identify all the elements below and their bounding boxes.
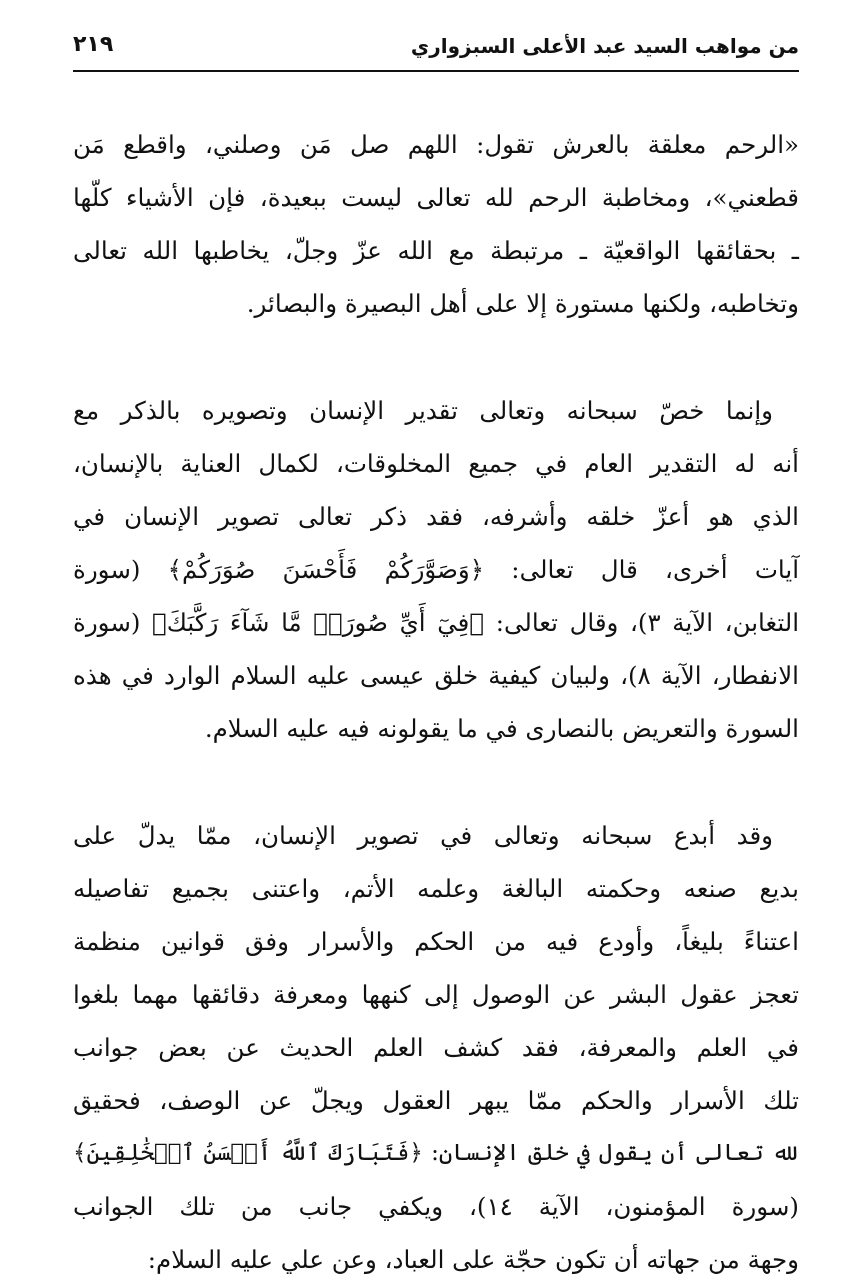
page-number: ٢١٩ bbox=[73, 32, 114, 57]
text-line: آيات أخرى، قال تعالى: ﴿وَصَوَّرَكُمْ فَأَحْسَنَ صُوَرَكُمْ﴾ (سورة bbox=[73, 555, 799, 584]
text-line: السورة والتعريض بالنصارى في ما يقولونه فيه عليه السلام. bbox=[204, 714, 799, 743]
text-line: وجهة من جهاته أن تكون حجّة على العباد، وعن علي عليه السلام: bbox=[147, 1245, 799, 1274]
running-title: من مواهب السيد عبد الأعلى السبزواري bbox=[410, 34, 799, 58]
text-line: «الرحم معلقة بالعرش تقول: اللهم صل مَن وصلني، واقطع مَن bbox=[73, 130, 799, 159]
page-header bbox=[73, 30, 799, 72]
text-line: أنه له التقدير العام في جميع المخلوقات، لكمال العناية بالإنسان، bbox=[73, 449, 799, 478]
paragraph-2 bbox=[73, 384, 799, 755]
paragraph-1 bbox=[73, 118, 799, 330]
text-line: اعتناءً بليغاً، وأودع فيه من الحكم والأسرار وفق قوانين منظمة bbox=[73, 927, 799, 956]
text-line: وتخاطبه، ولكنها مستورة إلا على أهل البصيرة والبصائر. bbox=[246, 289, 799, 318]
text-line: لله تعالى أن يقول في خلق الإنسان: ﴿فَتَبَارَكَ ٱللَّهُ أَحۡسَنُ ٱلۡخَٰلِقِينَ﴾ bbox=[73, 1140, 799, 1166]
text-line: التغابن، الآية ٣)، وقال تعالى: ﴿فِيٓ أَيِّ صُورَةٖ مَّا شَآءَ رَكَّبَكَ﴾ (سورة bbox=[73, 608, 799, 637]
text-line: (سورة المؤمنون، الآية ١٤)، ويكفي جانب من تلك الجوانب bbox=[73, 1192, 799, 1221]
paragraph-3 bbox=[73, 809, 799, 1286]
text-line: في العلم والمعرفة، فقد كشف العلم الحديث عن بعض جوانب bbox=[73, 1033, 799, 1062]
text-line: ـ بحقائقها الواقعيّة ـ مرتبطة مع الله عزّ وجلّ، يخاطبها الله تعالى bbox=[73, 236, 799, 265]
text-line: قطعني»، ومخاطبة الرحم لله تعالى ليست ببعيدة، فإن الأشياء كلّها bbox=[73, 183, 799, 212]
text-line: وقد أبدع سبحانه وتعالى في تصوير الإنسان، ممّا يدلّ على bbox=[73, 821, 773, 850]
body-text bbox=[73, 118, 799, 1286]
text-line: تعجز عقول البشر عن الوصول إلى كنهها ومعرفة دقائقها مهما بلغوا bbox=[73, 980, 799, 1009]
text-line: تلك الأسرار والحكم ممّا يبهر العقول ويجلّ عن الوصف، فحقيق bbox=[73, 1086, 799, 1115]
text-line: بديع صنعه وحكمته البالغة وعلمه الأتم، واعتنى بجميع تفاصيله bbox=[73, 874, 799, 903]
text-line: الذي هو أعزّ خلقه وأشرفه، فقد ذكر تعالى تصوير الإنسان في bbox=[73, 502, 799, 531]
text-line: الانفطار، الآية ٨)، ولبيان كيفية خلق عيسى عليه السلام الوارد في هذه bbox=[73, 661, 799, 690]
text-line: وإنما خصّ سبحانه وتعالى تقدير الإنسان وتصويره بالذكر مع bbox=[73, 396, 773, 425]
